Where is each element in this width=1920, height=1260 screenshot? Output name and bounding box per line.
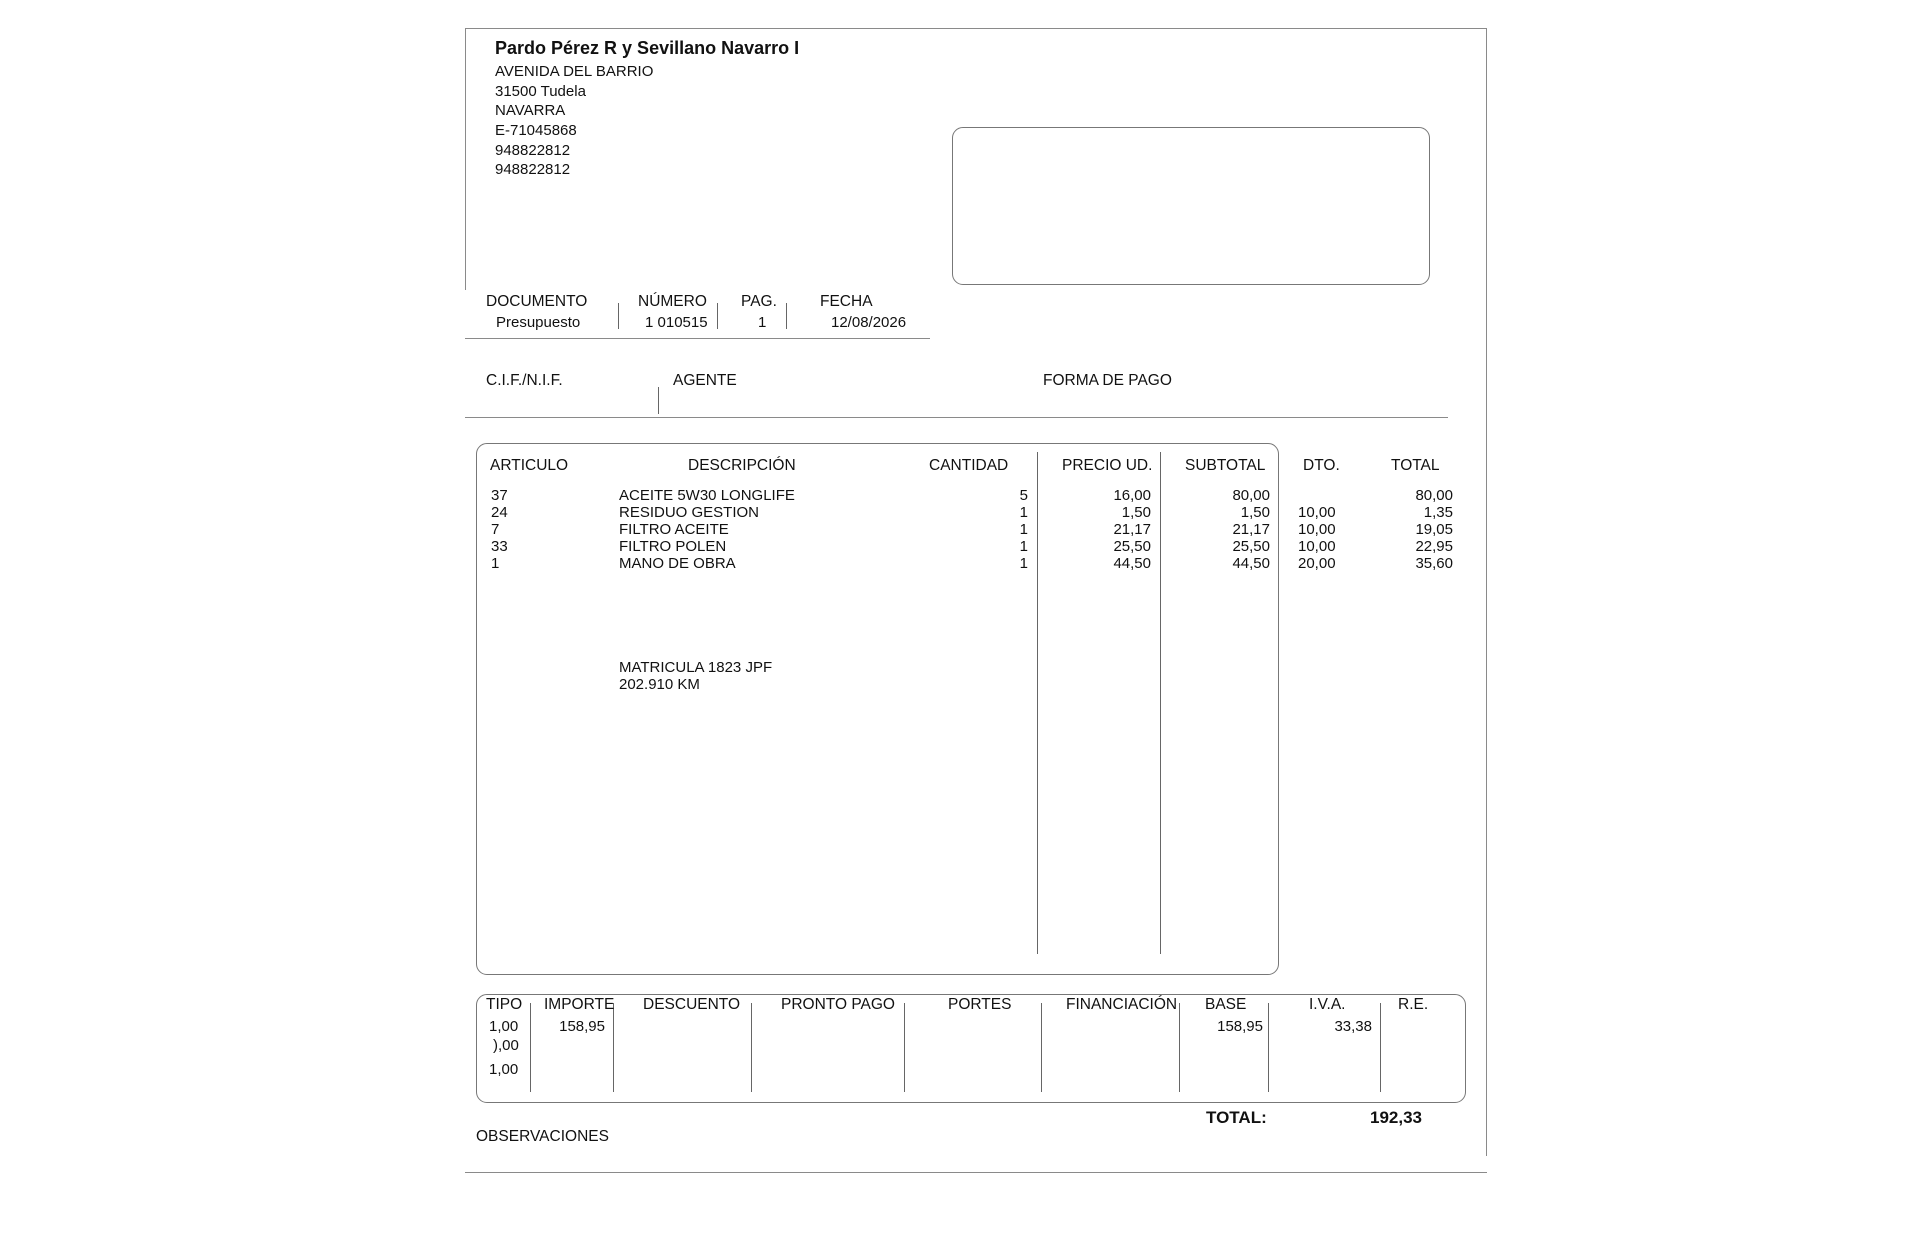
tax-col-financiacion: FINANCIACIÓN xyxy=(1066,996,1178,1013)
tax-divider xyxy=(1041,1003,1042,1092)
total-value: 192,33 xyxy=(1370,1108,1422,1127)
col-descripcion: DESCRIPCIÓN xyxy=(688,457,796,474)
agente-label: AGENTE xyxy=(673,372,737,389)
item-descripcion: RESIDUO GESTION xyxy=(619,504,760,521)
table-row xyxy=(0,555,1920,573)
item-total: 80,00 xyxy=(1415,487,1453,504)
item-total: 19,05 xyxy=(1415,521,1453,538)
tax-col-tipo: TIPO xyxy=(486,996,523,1013)
total-label: TOTAL: xyxy=(1206,1108,1267,1127)
numero-label: NÚMERO xyxy=(638,293,707,310)
company-province: NAVARRA xyxy=(495,102,566,119)
item-precio: 44,50 xyxy=(1113,555,1151,572)
tax-divider xyxy=(904,1003,905,1092)
fecha-value: 12/08/2026 xyxy=(831,314,907,331)
table-row xyxy=(0,504,1920,522)
tax-col-iva: I.V.A. xyxy=(1309,996,1346,1013)
tax-divider xyxy=(1268,1003,1269,1092)
pag-label: PAG. xyxy=(741,293,777,310)
tax-tipo: 1,00 xyxy=(489,1018,519,1035)
item-subtotal: 44,50 xyxy=(1232,555,1270,572)
tax-col-base: BASE xyxy=(1205,996,1247,1013)
item-descripcion: MANO DE OBRA xyxy=(619,555,736,572)
company-city: 31500 Tudela xyxy=(495,83,586,100)
item-total: 22,95 xyxy=(1415,538,1453,555)
item-cantidad: 1 xyxy=(1019,504,1028,521)
item-cantidad: 1 xyxy=(1019,555,1028,572)
documento-label: DOCUMENTO xyxy=(486,293,588,310)
table-row xyxy=(0,538,1920,556)
col-subtotal: SUBTOTAL xyxy=(1185,457,1266,474)
col-precio: PRECIO UD. xyxy=(1062,457,1153,474)
item-articulo: 37 xyxy=(491,487,508,504)
item-descripcion: FILTRO POLEN xyxy=(619,538,727,555)
item-descripcion: ACEITE 5W30 LONGLIFE xyxy=(619,487,795,504)
table-row xyxy=(0,521,1920,539)
item-precio: 21,17 xyxy=(1113,521,1151,538)
tax-col-importe: IMPORTE xyxy=(544,996,615,1013)
company-name: Pardo Pérez R y Sevillano Navarro I xyxy=(495,38,800,58)
tax-iva: 33,38 xyxy=(1334,1018,1372,1035)
tax-importe: 158,95 xyxy=(559,1018,605,1035)
cif-label: C.I.F./N.I.F. xyxy=(486,372,563,389)
note-matricula: MATRICULA 1823 JPF xyxy=(619,659,773,676)
item-dto: 10,00 xyxy=(1298,504,1336,521)
tax-divider xyxy=(751,1003,752,1092)
item-cantidad: 5 xyxy=(1019,487,1028,504)
col-cantidad: CANTIDAD xyxy=(929,457,1009,474)
tax-tipo-column xyxy=(489,1015,534,1095)
item-dto: 20,00 xyxy=(1298,555,1336,572)
item-articulo: 7 xyxy=(491,521,500,538)
item-dto: 10,00 xyxy=(1298,538,1336,555)
item-precio: 25,50 xyxy=(1113,538,1151,555)
company-fax: 948822812 xyxy=(495,161,571,178)
tax-col-pronto-pago: PRONTO PAGO xyxy=(781,996,895,1013)
tax-tipo: ),00 xyxy=(493,1037,519,1054)
item-subtotal: 21,17 xyxy=(1232,521,1270,538)
col-dto: DTO. xyxy=(1303,457,1340,474)
col-total: TOTAL xyxy=(1391,457,1440,474)
tax-col-descuento: DESCUENTO xyxy=(643,996,741,1013)
numero-value: 1 010515 xyxy=(645,314,708,331)
item-articulo: 24 xyxy=(491,504,508,521)
item-precio: 16,00 xyxy=(1113,487,1151,504)
col-articulo: ARTICULO xyxy=(490,457,569,474)
item-subtotal: 1,50 xyxy=(1240,504,1270,521)
fecha-label: FECHA xyxy=(820,293,873,310)
tax-base: 158,95 xyxy=(1217,1018,1263,1035)
company-cif: E-71045868 xyxy=(495,122,577,139)
item-cantidad: 1 xyxy=(1019,521,1028,538)
documento-value: Presupuesto xyxy=(496,314,581,331)
pag-value: 1 xyxy=(758,314,767,331)
item-subtotal: 25,50 xyxy=(1232,538,1270,555)
tax-divider xyxy=(1380,1003,1381,1092)
item-subtotal: 80,00 xyxy=(1232,487,1270,504)
note-km: 202.910 KM xyxy=(619,676,700,693)
item-precio: 1,50 xyxy=(1121,504,1151,521)
item-total: 1,35 xyxy=(1423,504,1453,521)
item-articulo: 1 xyxy=(491,555,500,572)
tax-divider xyxy=(1179,1003,1180,1092)
company-address: AVENIDA DEL BARRIO xyxy=(495,63,654,80)
tax-tipo: 1,00 xyxy=(489,1061,519,1078)
tax-col-re: R.E. xyxy=(1398,996,1429,1013)
tax-divider xyxy=(613,1003,614,1092)
forma-pago-label: FORMA DE PAGO xyxy=(1043,372,1172,389)
tax-col-portes: PORTES xyxy=(948,996,1012,1013)
item-dto: 10,00 xyxy=(1298,521,1336,538)
item-cantidad: 1 xyxy=(1019,538,1028,555)
item-articulo: 33 xyxy=(491,538,508,555)
company-phone: 948822812 xyxy=(495,142,571,159)
item-total: 35,60 xyxy=(1415,555,1453,572)
item-descripcion: FILTRO ACEITE xyxy=(619,521,729,538)
observaciones-label: OBSERVACIONES xyxy=(476,1128,609,1145)
table-row xyxy=(0,487,1920,505)
